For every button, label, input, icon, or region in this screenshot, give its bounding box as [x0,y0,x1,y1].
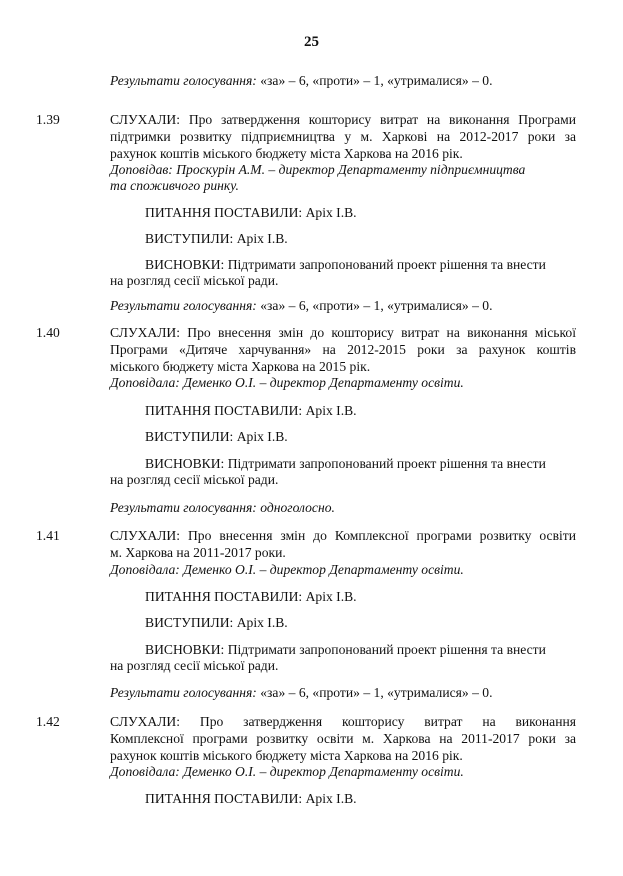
voting-result-label: Результати голосування: [110,685,257,700]
heard-line: м. Харкова на 2011-2017 роки. [110,545,286,560]
speaker-line: Доповідала: Деменко О.І. – директор Департаменту освіти. [110,375,464,390]
conclusion-line: ВИСНОВКИ: Підтримати запропонований проект рішення та внести [145,642,546,657]
heard-line: підтримки розвитку підприємництва у м. Харкові на 2012-2017 роки за [110,129,576,144]
heard-label: СЛУХАЛИ: [110,528,181,543]
voting-result-text: одноголосно. [260,500,335,515]
heard-line [110,714,576,730]
questions-line: ПИТАННЯ ПОСТАВИЛИ: Аріх І.В. [145,589,357,604]
questions-line: ПИТАННЯ ПОСТАВИЛИ: Аріх І.В. [145,205,357,220]
item-number: 1.42 [36,714,60,729]
heard-line: Комплексної програми розвитку освіти м. Харкова на 2011-2017 роки за [110,731,576,746]
voting-result-text: «за» – 6, «проти» – 1, «утрималися» – 0. [260,685,493,700]
heard-line: міського бюджету міста Харкова на 2015 рік. [110,359,371,374]
spoke-line: ВИСТУПИЛИ: Аріх І.В. [145,231,288,246]
questions-line: ПИТАННЯ ПОСТАВИЛИ: Аріх І.В. [145,791,357,806]
heard-line [110,112,576,128]
item-number: 1.41 [36,528,60,543]
spoke-line: ВИСТУПИЛИ: Аріх І.В. [145,429,288,444]
item-number: 1.40 [36,325,60,340]
heard-line: Програми «Дитяче харчування» на 2012-2015 роки за рахунок коштів [110,342,576,357]
heard-label: СЛУХАЛИ: [110,714,181,729]
voting-result-label: Результати голосування: [110,73,257,88]
voting-result-line [110,298,493,314]
page-number: 25 [304,34,319,50]
heard-line [110,325,576,341]
voting-result-line [110,500,335,516]
speaker-line: Доповідала: Деменко О.І. – директор Департаменту освіти. [110,764,464,779]
heard-text: Про затвердження кошторису витрат на виконання Програми [188,112,576,127]
conclusion-line: на розгляд сесії міської ради. [110,472,279,487]
heard-text: Про внесення змін до кошторису витрат на виконання міської [187,325,576,340]
heard-label: СЛУХАЛИ: [110,325,181,340]
speaker-line: Доповідав: Проскурін А.М. – директор Департаменту підприємництва [110,162,526,177]
voting-result-text: «за» – 6, «проти» – 1, «утрималися» – 0. [260,73,493,88]
voting-result-line [110,685,493,701]
voting-result-label: Результати голосування: [110,298,257,313]
voting-result-line [110,73,493,89]
voting-result-label: Результати голосування: [110,500,257,515]
heard-text: Про затвердження кошторису витрат на виконання [199,714,576,729]
questions-line: ПИТАННЯ ПОСТАВИЛИ: Аріх І.В. [145,403,357,418]
speaker-line: Доповідала: Деменко О.І. – директор Департаменту освіти. [110,562,464,577]
conclusion-line: на розгляд сесії міської ради. [110,273,279,288]
spoke-line: ВИСТУПИЛИ: Аріх І.В. [145,615,288,630]
item-number: 1.39 [36,112,60,127]
conclusion-line: на розгляд сесії міської ради. [110,658,279,673]
voting-result-text: «за» – 6, «проти» – 1, «утрималися» – 0. [260,298,493,313]
heard-line: рахунок коштів міського бюджету міста Харкова на 2016 рік. [110,748,463,763]
heard-text: Про внесення змін до Комплексної програми розвитку освіти [187,528,576,543]
conclusion-line: ВИСНОВКИ: Підтримати запропонований проект рішення та внести [145,456,546,471]
speaker-line: та споживчого ринку. [110,178,239,193]
heard-label: СЛУХАЛИ: [110,112,181,127]
heard-line: рахунок коштів міського бюджету міста Харкова на 2016 рік. [110,146,463,161]
heard-line [110,528,576,544]
conclusion-line: ВИСНОВКИ: Підтримати запропонований проект рішення та внести [145,257,546,272]
